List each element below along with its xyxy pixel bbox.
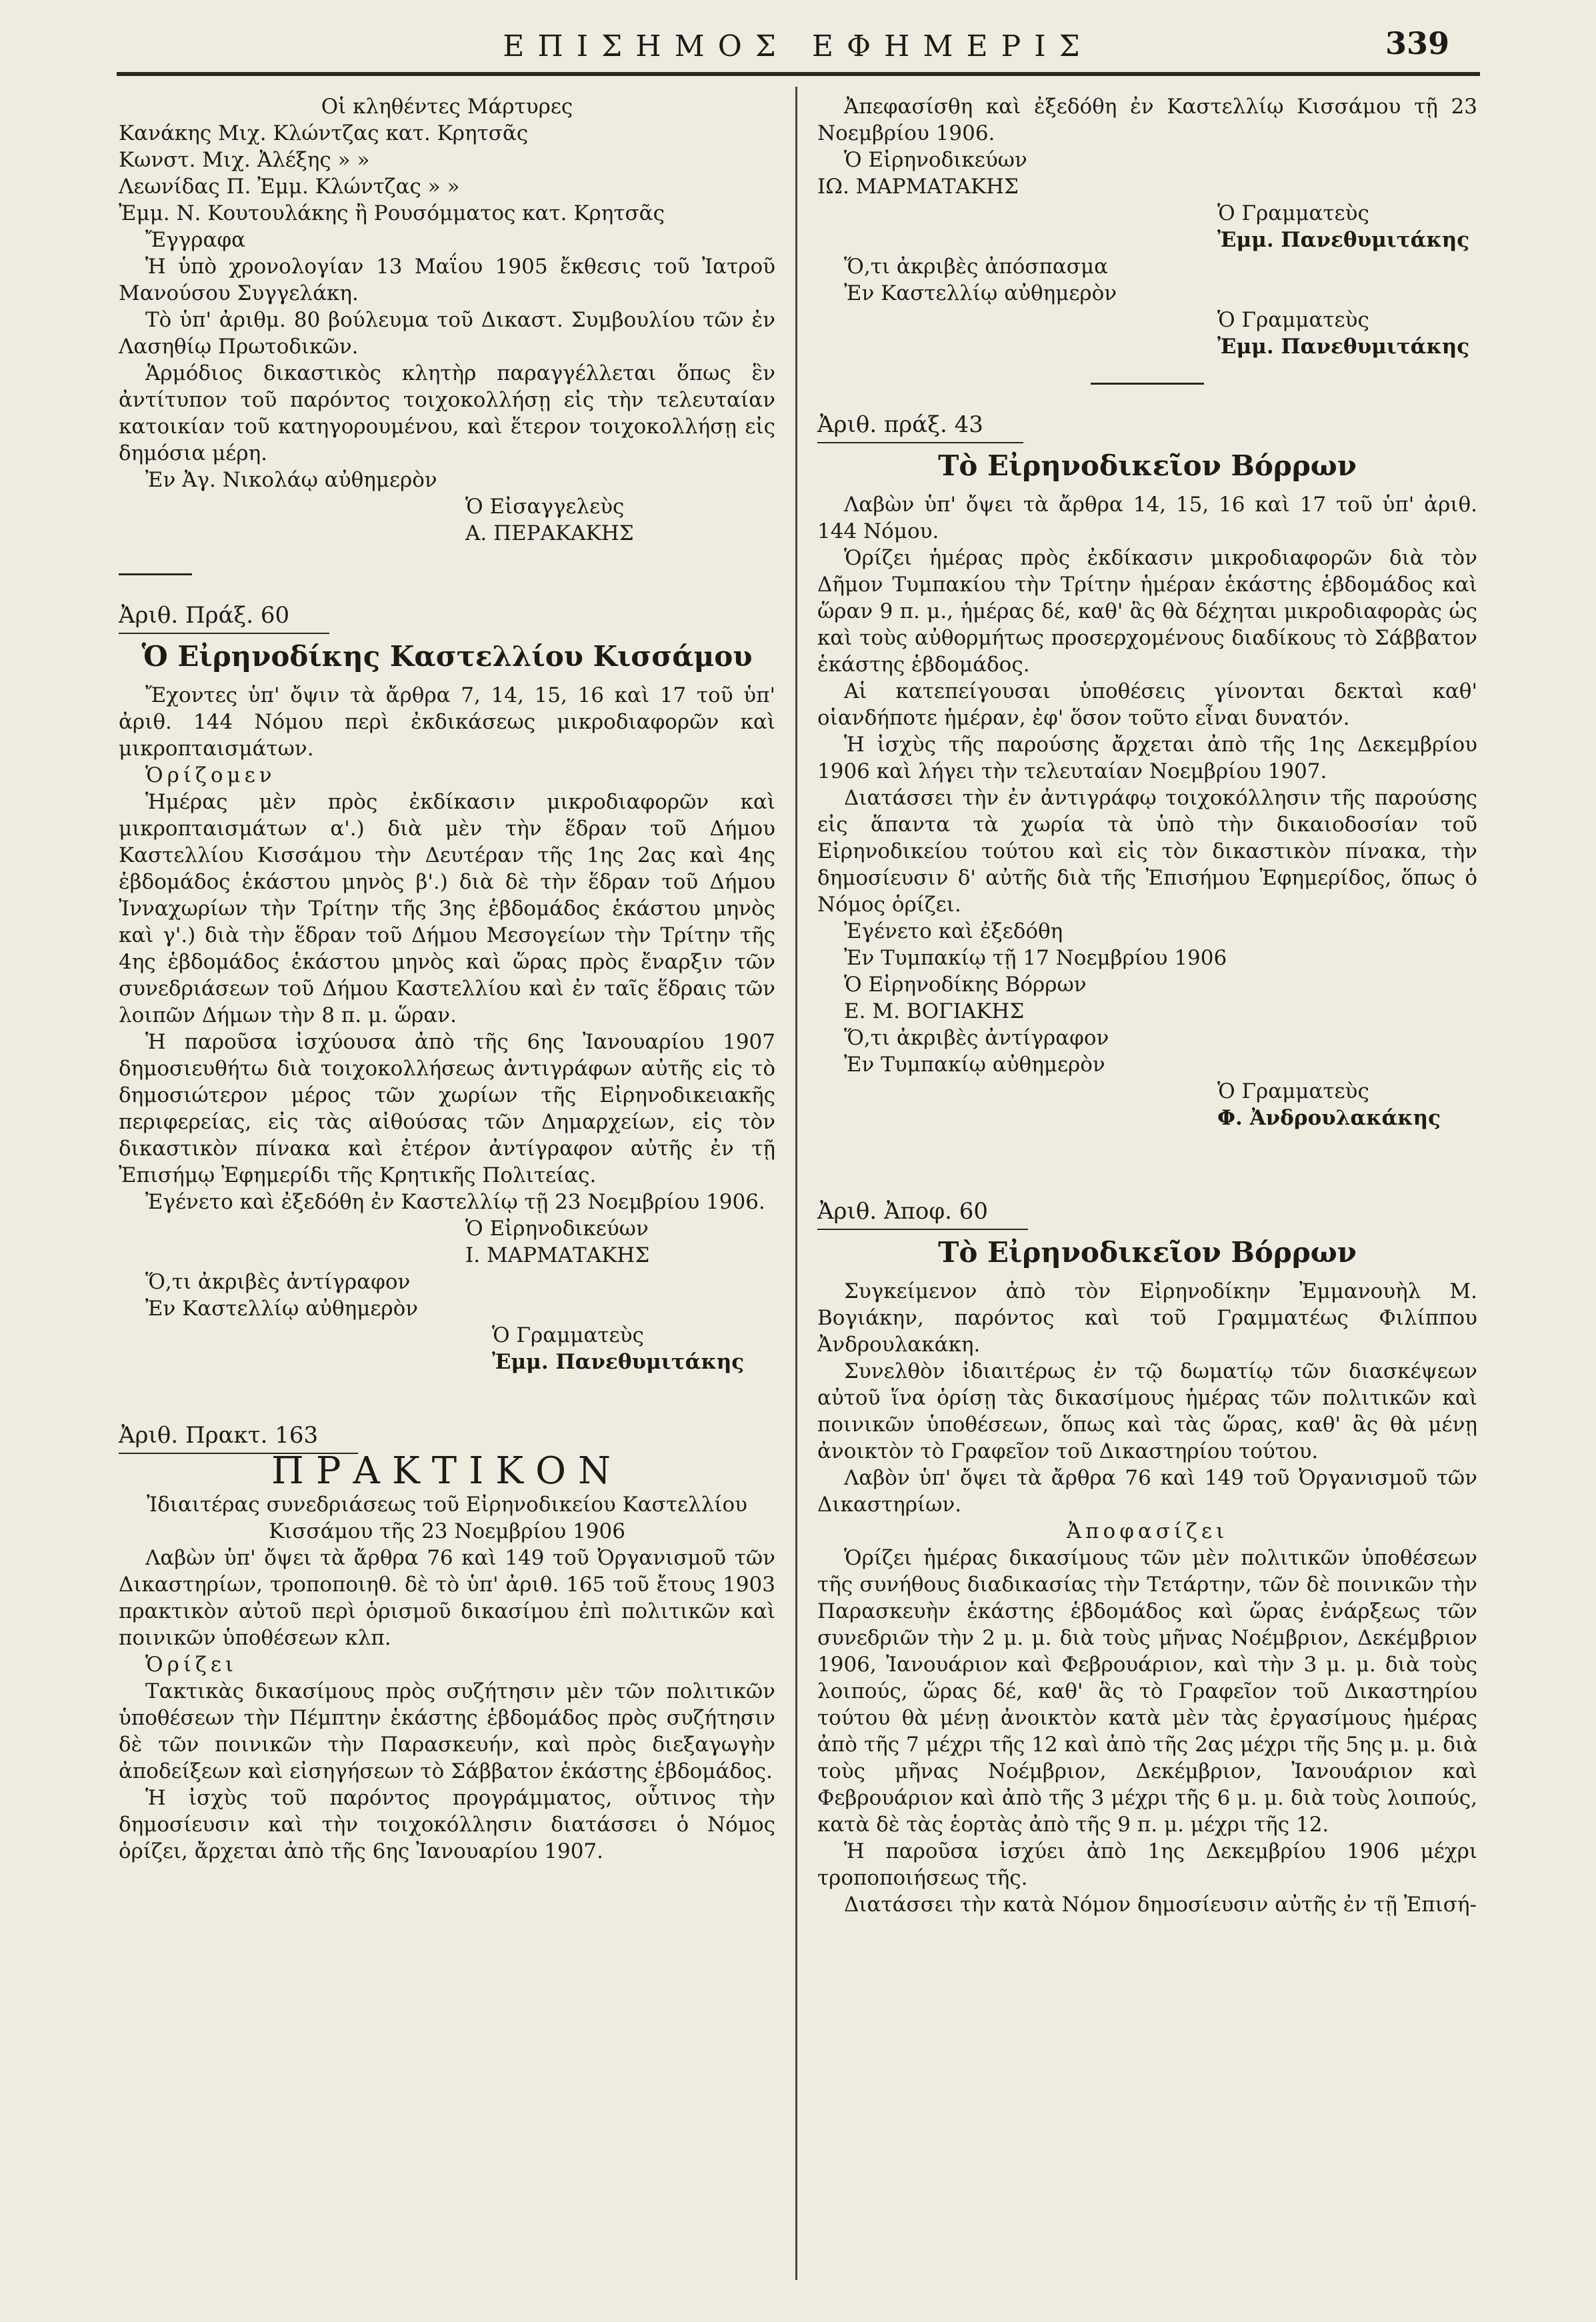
witness-line: Κωνστ. Μιχ. Ἀλέξης » » bbox=[119, 148, 370, 172]
section-heading: ΠΡΑΚΤΙΚΟΝ bbox=[271, 1449, 623, 1493]
copy-line: Ἐν Καστελλίῳ αὐθημερὸν bbox=[844, 281, 1117, 305]
section-heading: Τὸ Εἰρηνοδικεῖον Βόρρων bbox=[938, 1236, 1357, 1269]
witnesses-title: Οἱ κληθέντες Μάρτυρες bbox=[321, 95, 573, 119]
column-divider bbox=[795, 87, 797, 2280]
issue-line: Ἐν Τυμπακίῳ τῇ 17 Νοεμβρίου 1906 bbox=[844, 946, 1227, 970]
document-line: Τὸ ὑπ' ἀριθμ. 80 βούλευμα τοῦ Δικαστ. Συμβουλίου τῶν ἐν Λασηθίῳ Πρωτοδικῶν. bbox=[119, 308, 775, 359]
act-number: Ἀριθ. Ἀποφ. 60 bbox=[817, 1198, 1028, 1230]
signer-role: Ὁ Γραμματεὺς bbox=[1217, 308, 1369, 332]
document-line: Ἡ ὑπὸ χρονολογίαν 13 Μαΐου 1905 ἔκθεσις τοῦ Ἰατροῦ Μανούσου Συγγελάκη. bbox=[119, 255, 775, 305]
signer-name: Α. ΠΕΡΑΚΑΚΗΣ bbox=[465, 521, 634, 545]
signer-role: Ὁ Εἰσαγγελεὺς bbox=[465, 495, 625, 519]
signer-role: Ὁ Γραμματεὺς bbox=[492, 1323, 644, 1347]
act-number: Ἀριθ. Πράξ. 60 bbox=[119, 602, 329, 634]
paragraph: Ἡ ἰσχὺς τῆς παρούσης ἄρχεται ἀπὸ τῆς 1ης Δεκεμβρίου 1906 καὶ λήγει τὴν τελευταίαν Νοεμβρίου 1907. bbox=[817, 733, 1477, 783]
paragraph: Συνελθὸν ἰδιαιτέρως ἐν τῷ δωματίῳ τῶν διασκέψεων αὐτοῦ ἵνα ὁρίσῃ τὰς δικασίμους ἡμέρας τῶν πολιτικῶν καὶ ποινικῶν ὑποθέσεων, ὅπως καὶ τὰς ὥρας, καθ' ἃς θὰ μένῃ ἀνοικτὸν τὸ Γραφεῖον τοῦ Δικαστηρίου τούτου. bbox=[817, 1359, 1477, 1463]
act-number: Ἀριθ. Πρακτ. 163 bbox=[119, 1422, 358, 1454]
signer-name: Ε. Μ. ΒΟΓΙΑΚΗΣ bbox=[844, 999, 1025, 1023]
paragraph: Ἡμέρας μὲν πρὸς ἐκδίκασιν μικροδιαφορῶν καὶ μικροπταισμάτων α'.) διὰ μὲν τὴν ἕδραν τοῦ Δήμου Καστελλίου Κισσάμου τὴν Δευτέραν τῆς 1ης 2ας καὶ 4ης ἑβδομάδος ἑκάστου μηνὸς β'.) διὰ δὲ τὴν ἕδραν τοῦ Δήμου Ἰνναχωρίων τὴν Τρίτην τῆς 3ης ἑβδομάδος ἑκάστου μηνὸς καὶ γ'.) διὰ τὴν ἕδραν τοῦ Δήμου Μεσογείων τὴν Τρίτην τῆς 4ης ἑβδομάδος ἑκάστου μηνὸς καὶ ὥρας πρὸς ἔναρξιν τῶν συνεδριάσεων τοῦ Δήμου Καστελλίου καὶ ἐν ταῖς ἕδραις τῶν λοιπῶν Δήμων τὴν 8 π. μ. ὥραν. bbox=[119, 790, 775, 1027]
paragraph: Λαβὼν ὑπ' ὄψει τὰ ἄρθρα 14, 15, 16 καὶ 17 τοῦ ὑπ' ἀριθ. 144 Νόμου. bbox=[817, 493, 1477, 543]
paragraph: Ἡ παροῦσα ἰσχύει ἀπὸ 1ης Δεκεμβρίου 1906 μέχρι τροποποιήσεως τῆς. bbox=[817, 1839, 1477, 1890]
signer-role: Ὁ Εἰρηνοδίκης Βόρρων bbox=[844, 973, 1087, 997]
signer-name: Ι. ΜΑΡΜΑΤΑΚΗΣ bbox=[465, 1243, 650, 1267]
paragraph: Συγκείμενον ἀπὸ τὸν Εἰρηνοδίκην Ἐμμανουὴλ Μ. Βογιάκην, παρόντος καὶ τοῦ Γραμματέως Φιλίππου Ἀνδρουλακάκη. bbox=[817, 1279, 1477, 1357]
signer-role: Ὁ Εἰρηνοδικεύων bbox=[844, 148, 1027, 172]
paragraph: Διατάσσει τὴν ἐν ἀντιγράφῳ τοιχοκόλλησιν τῆς παρούσης εἰς ἅπαντα τὰ χωρία τὰ ὑπὸ τὴν δικαιοδοσίαν τοῦ Εἰρηνοδικείου τούτου καὶ εἰς τὸν δικαστικὸν πίνακα, τὴν δημοσίευσιν δ' αὐτῆς διὰ τῆς Ἐπισήμου Ἐφημερίδος, ὅπως ὁ Νόμος ὁρίζει. bbox=[817, 786, 1477, 917]
issue-line: Ἐγένετο καὶ ἐξεδόθη ἐν Καστελλίῳ τῇ 23 Νοεμβρίου 1906. bbox=[145, 1190, 765, 1214]
signer-role: Ὁ Γραμματεὺς bbox=[1217, 201, 1369, 225]
witness-line: Ἐμμ. Ν. Κουτουλάκης ἢ Ρουσόμματος κατ. Κρητσᾶς bbox=[119, 201, 665, 225]
paragraph: Λαβὸν ὑπ' ὄψει τὰ ἄρθρα 76 καὶ 149 τοῦ Ὀργανισμοῦ τῶν Δικαστηρίων. bbox=[817, 1466, 1477, 1517]
paragraph: Ἔχοντες ὑπ' ὄψιν τὰ ἄρθρα 7, 14, 15, 16 καὶ 17 τοῦ ὑπ' ἀριθ. 144 Νόμου περὶ ἐκδικάσεως μικροδιαφορῶν καὶ μικροπταισμάτων. bbox=[119, 683, 775, 761]
signer-name: Φ. Ἀνδρουλακάκης bbox=[1217, 1106, 1441, 1130]
documents-title: Ἔγγραφα bbox=[145, 228, 246, 252]
page-number: 339 bbox=[1385, 25, 1449, 61]
section-rule bbox=[119, 573, 192, 575]
copy-line: Ὅ,τι ἀκριβὲς ἀντίγραφον bbox=[844, 1026, 1109, 1050]
copy-line: Ὅ,τι ἀκριβὲς ἀντίγραφον bbox=[145, 1270, 411, 1294]
witness-line: Κανάκης Μιχ. Κλώντζας κατ. Κρητσᾶς bbox=[119, 121, 529, 145]
signer-name: Ἐμμ. Πανεθυμιτάκης bbox=[1217, 335, 1470, 359]
orizei-label: Ὁρίζει bbox=[145, 1653, 238, 1677]
signer-name: ΙΩ. ΜΑΡΜΑΤΑΚΗΣ bbox=[817, 175, 1019, 199]
paragraph: Ὁρίζει ἡμέρας πρὸς ἐκδίκασιν μικροδιαφορῶν διὰ τὸν Δῆμον Τυμπακίου τὴν Τρίτην ἡμέραν ἑκάστης ἑβδομάδος καὶ ὥραν 9 π. μ., ἡμέρας δέ, καθ' ἃς θὰ δέχηται μικροδιαφορὰς ὡς καὶ τοὺς αὐθορμήτως προσερχομένους διαδίκους τὸ Σάββατον ἑκάστης ἑβδομάδος. bbox=[817, 546, 1477, 677]
witness-line: Λεωνίδας Π. Ἐμμ. Κλώντζας » » bbox=[119, 175, 460, 199]
paragraph: Ἡ ἰσχὺς τοῦ παρόντος προγράμματος, οὗτινος τὴν δημοσίευσιν καὶ τὴν τοιχοκόλλησιν διατάσσει ὁ Νόμος ὁρίζει, ἄρχεται ἀπὸ τῆς 6ης Ἰανουαρίου 1907. bbox=[119, 1786, 775, 1863]
section-rule bbox=[1091, 383, 1204, 385]
subheading: Ἰδιαιτέρας συνεδριάσεως τοῦ Εἰρηνοδικείου Καστελλίου bbox=[146, 1493, 748, 1517]
paragraph: Διατάσσει τὴν κατὰ Νόμον δημοσίευσιν αὐτῆς ἐν τῇ Ἐπισή- bbox=[844, 1893, 1477, 1917]
signer-role: Ὁ Γραμματεὺς bbox=[1217, 1079, 1369, 1103]
orizomen-label: Ὁρίζομεν bbox=[145, 763, 276, 787]
signer-name: Ἐμμ. Πανεθυμιτάκης bbox=[492, 1350, 745, 1374]
subheading: Κισσάμου τῆς 23 Νοεμβρίου 1906 bbox=[269, 1519, 625, 1543]
header-rule bbox=[117, 72, 1480, 76]
act-number: Ἀριθ. πράξ. 43 bbox=[817, 411, 1023, 443]
issue-line: Ἀπεφασίσθη καὶ ἐξεδόθη ἐν Καστελλίῳ Κισσάμου τῇ 23 Νοεμβρίου 1906. bbox=[817, 95, 1477, 145]
right-column bbox=[817, 93, 1477, 1918]
place-date: Ἐν Ἀγ. Νικολάῳ αὐθημερὸν bbox=[145, 468, 437, 492]
newspaper-title: ΕΠΙΣΗΜΟΣ ΕΦΗΜΕΡΙΣ bbox=[503, 29, 1093, 63]
paragraph: Λαβὼν ὑπ' ὄψει τὰ ἄρθρα 76 καὶ 149 τοῦ Ὀργανισμοῦ τῶν Δικαστηρίων, τροποποιηθ. δὲ τὸ ὑπ' ἀριθ. 165 τοῦ ἔτους 1903 πρακτικὸν αὐτοῦ περὶ ὁρισμοῦ δικασίμου ἐπὶ πολιτικῶν καὶ ποινικῶν ὑποθέσεων κλπ. bbox=[119, 1546, 775, 1650]
paragraph: Ἡ παροῦσα ἰσχύουσα ἀπὸ τῆς 6ης Ἰανουαρίου 1907 δημοσιευθήτω διὰ τοιχοκολλήσεως ἀντιγράφων αὐτῆς εἰς τὸ δημοσιώτερον μέρος τῶν χωρίων τῆς Εἰρηνοδικειακῆς περιφερείας, εἰς τὰς αἰθούσας τῶν Δημαρχείων, εἰς τὸν δικαστικὸν πίνακα καὶ ἐτέρον ἀντίγραφον αὐτῆς ἐν τῇ Ἐπισήμῳ Ἐφημερίδι τῆς Κρητικῆς Πολιτείας. bbox=[119, 1030, 775, 1187]
signer-role: Ὁ Εἰρηνοδικεύων bbox=[465, 1217, 649, 1241]
issue-line: Ἐγένετο καὶ ἐξεδόθη bbox=[844, 919, 1063, 943]
paragraph: Αἱ κατεπείγουσαι ὑποθέσεις γίνονται δεκταὶ καθ' οἱανδήποτε ἡμέραν, ἐφ' ὅσον τοῦτο εἶναι δυνατόν. bbox=[817, 679, 1477, 730]
paragraph: Ὁρίζει ἡμέρας δικασίμους τῶν μὲν πολιτικῶν ὑποθέσεων τῆς συνήθους διαδικασίας τὴν Τετάρτην, τῶν δὲ ποινικῶν τὴν Παρασκευὴν ἑκάστης ἑβδομάδος καὶ ὥρας ἐνάρξεως τῶν συνεδριῶν τὴν 2 μ. μ. διὰ τοὺς μῆνας Νοέμβριον, Δεκέμβριον 1906, Ἰανουάριον καὶ Φεβρουάριον, καὶ τὴν 3 μ. μ. διὰ τοὺς λοιπούς, ὥρας δέ, καθ' ἃς τὸ Γραφεῖον τοῦ Δικαστηρίου τούτου θὰ μένῃ ἀνοικτὸν κατὰ μὲν τὰς ἐργασίμους ἡμέρας ἀπὸ τῆς 7 μέχρι τῆς 12 καὶ ἀπὸ τῆς 2ας μέχρι τῆς 5ης μ. μ. διὰ τοὺς μῆνας Νοέμβριον, Δεκέμβριον, Ἰανουάριον καὶ Φεβρουάριον καὶ ἀπὸ τῆς 3 μέχρι τῆς 6 μ. μ. διὰ τοὺς λοιπούς, κατὰ δὲ τὰς ἑορτὰς ἀπὸ τῆς 9 π. μ. μέχρι τῆς 12. bbox=[817, 1546, 1477, 1837]
copy-line: Ἐν Καστελλίῳ αὐθημερὸν bbox=[145, 1297, 419, 1321]
copy-line: Ἐν Τυμπακίῳ αὐθημερὸν bbox=[844, 1053, 1105, 1077]
signer-name: Ἐμμ. Πανεθυμιτάκης bbox=[1217, 228, 1470, 252]
section-heading: Ὁ Εἰρηνοδίκης Καστελλίου Κισσάμου bbox=[141, 640, 753, 673]
apofasizei-label: Ἀποφασίζει bbox=[1066, 1519, 1229, 1543]
paragraph: Τακτικὰς δικασίμους πρὸς συζήτησιν μὲν τῶν πολιτικῶν ὑποθέσεων τὴν Πέμπτην ἑκάστης ἑβδομάδος πρὸς συζήτησιν δὲ τῶν ποινικῶν τὴν Παρασκευήν, καὶ πρὸς διεξαγωγὴν ἀποδείξεων καὶ εἰσηγήσεων τὸ Σάββατον ἑκάστης ἑβδομάδος. bbox=[119, 1679, 775, 1783]
section-heading: Τὸ Εἰρηνοδικεῖον Βόρρων bbox=[938, 449, 1357, 482]
paragraph: Ἁρμόδιος δικαστικὸς κλητὴρ παραγγέλλεται ὅπως ἓν ἀντίτυπον τοῦ παρόντος τοιχοκολλήσῃ εἰς τὴν τελευταίαν κατοικίαν τοῦ κατηγορουμένου, καὶ ἕτερον τοιχοκολλήσῃ εἰς δημόσια μέρη. bbox=[119, 361, 775, 465]
copy-line: Ὅ,τι ἀκριβὲς ἀπόσπασμα bbox=[844, 255, 1109, 279]
left-column bbox=[119, 93, 775, 1865]
